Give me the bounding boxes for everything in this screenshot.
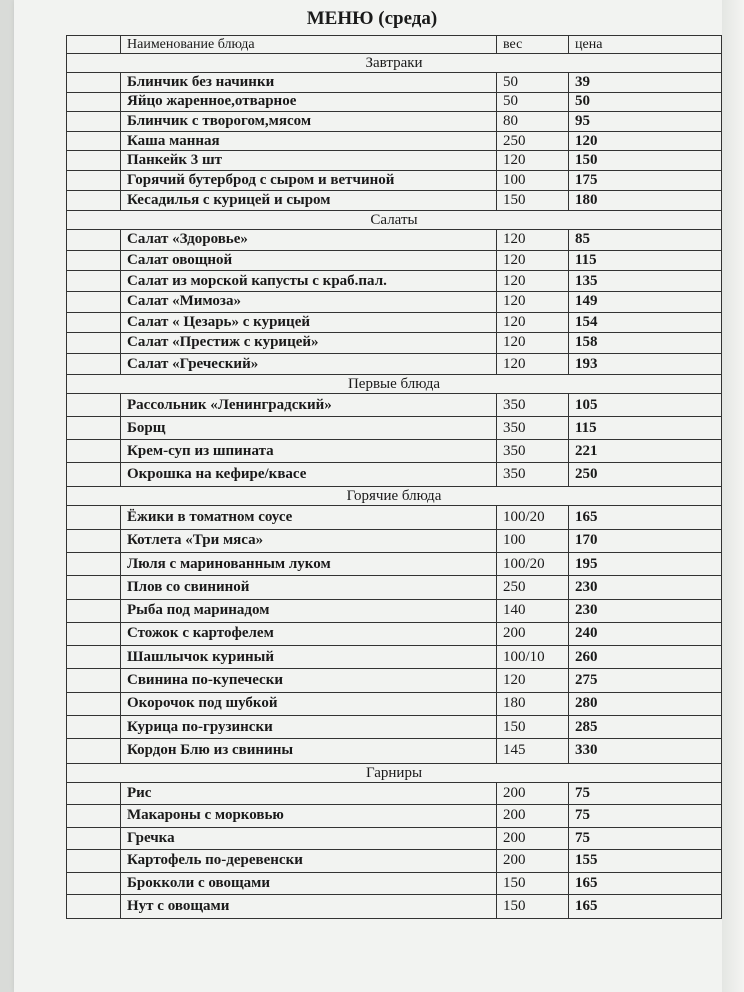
table-header [66, 36, 722, 54]
section-title-text: Первые блюда [347, 376, 441, 393]
dish-price: 195 [575, 555, 598, 572]
dish-name: Салат из морской капусты с краб.пал. [121, 271, 497, 291]
table-row [67, 333, 721, 354]
dish-price: 85 [575, 231, 590, 248]
row-blank-cell [67, 93, 121, 112]
dish-name: Кордон Блю из свинины [121, 739, 497, 762]
dish-price: 275 [575, 672, 598, 689]
section-items [66, 73, 722, 211]
dish-weight: 150 [497, 873, 569, 895]
table-row [67, 313, 721, 334]
row-blank-cell [67, 354, 121, 375]
dish-price: 154 [575, 313, 598, 330]
row-blank-cell [67, 850, 121, 872]
dish-weight: 200 [497, 805, 569, 827]
row-blank-cell [67, 230, 121, 250]
dish-price: 120 [575, 132, 598, 149]
dish-price: 221 [575, 442, 598, 459]
table-row [67, 463, 721, 486]
table-row [67, 230, 721, 251]
dish-name: Курица по-грузински [121, 716, 497, 738]
dish-name: Блинчик с творогом,мясом [121, 112, 497, 131]
dish-weight: 350 [497, 394, 569, 416]
dish-price: 170 [575, 532, 598, 549]
row-blank-cell [67, 805, 121, 827]
dish-name: Окрошка на кефире/квасе [121, 463, 497, 486]
dish-name: Гречка [121, 828, 497, 850]
section-title-text: Завтраки [365, 55, 423, 71]
dish-price: 75 [575, 807, 590, 824]
row-blank-cell [67, 151, 121, 170]
dish-price: 155 [575, 852, 598, 869]
table-row [67, 394, 721, 417]
dish-weight: 100 [497, 530, 569, 552]
dish-price: 285 [575, 718, 598, 735]
dish-price: 158 [575, 334, 598, 351]
row-blank-cell [67, 313, 121, 333]
section-items [66, 783, 722, 919]
row-blank-cell [67, 417, 121, 439]
dish-name: Рассольник «Ленинградский» [121, 394, 497, 416]
dish-weight: 150 [497, 895, 569, 918]
table-row [67, 132, 721, 152]
dish-name: Люля с маринованным луком [121, 553, 497, 575]
table-row [67, 112, 721, 132]
row-blank-cell [67, 783, 121, 805]
dish-weight: 200 [497, 828, 569, 850]
dish-name: Шашлычок куриный [121, 646, 497, 668]
table-row [67, 171, 721, 191]
dish-price: 135 [575, 272, 598, 289]
dish-price: 149 [575, 293, 598, 310]
row-blank-cell [67, 171, 121, 190]
dish-price: 260 [575, 648, 598, 665]
row-blank-cell [67, 828, 121, 850]
dish-weight: 50 [497, 93, 569, 112]
table-row [67, 292, 721, 313]
table-row [67, 873, 721, 896]
dish-name: Свинина по-купечески [121, 669, 497, 691]
row-blank-cell [67, 553, 121, 575]
dish-price: 115 [575, 252, 597, 269]
section-title [66, 211, 722, 230]
dish-weight: 200 [497, 783, 569, 805]
dish-weight: 250 [497, 132, 569, 151]
dish-name: Рис [121, 783, 497, 805]
row-blank-cell [67, 600, 121, 622]
dish-price: 75 [575, 784, 590, 801]
table-row [67, 739, 721, 762]
sheet-edge [722, 0, 744, 992]
dish-price: 230 [575, 602, 598, 619]
header-weight: вес [497, 36, 569, 53]
dish-name: Салат «Престиж с курицей» [121, 333, 497, 353]
table-row [67, 553, 721, 576]
dish-price: 165 [575, 874, 598, 891]
dish-name: Салат «Здоровье» [121, 230, 497, 250]
table-row [67, 576, 721, 599]
row-blank-cell [67, 669, 121, 691]
row-blank-cell [67, 112, 121, 131]
table-row [67, 271, 721, 292]
dish-price: 230 [575, 578, 598, 595]
dish-name: Крем-суп из шпината [121, 440, 497, 462]
menu-table [66, 35, 722, 919]
dish-name: Салат овощной [121, 251, 497, 271]
row-blank-cell [67, 716, 121, 738]
dish-weight: 150 [497, 716, 569, 738]
dish-price: 95 [575, 112, 590, 129]
row-blank-cell [67, 73, 121, 92]
dish-name: Картофель по-деревенски [121, 850, 497, 872]
dish-name: Салат «Мимоза» [121, 292, 497, 312]
table-row [67, 805, 721, 828]
dish-name: Панкейк 3 шт [121, 151, 497, 170]
dish-name: Кесадилья с курицей и сыром [121, 191, 497, 211]
row-blank-cell [67, 895, 121, 918]
table-row [67, 646, 721, 669]
row-blank-cell [67, 646, 121, 668]
dish-name: Макароны с морковью [121, 805, 497, 827]
dish-name: Салат « Цезарь» с курицей [121, 313, 497, 333]
table-row [67, 623, 721, 646]
dish-weight: 120 [497, 251, 569, 271]
section-title-text: Горячие блюда [346, 488, 442, 505]
dish-weight: 120 [497, 313, 569, 333]
table-row [67, 440, 721, 463]
section-items [66, 506, 722, 763]
dish-price: 150 [575, 152, 598, 169]
table-row [67, 73, 721, 93]
dish-name: Окорочок под шубкой [121, 693, 497, 715]
row-blank-cell [67, 463, 121, 486]
dish-name: Блинчик без начинки [121, 73, 497, 92]
dish-weight: 50 [497, 73, 569, 92]
dish-weight: 80 [497, 112, 569, 131]
dish-weight: 120 [497, 333, 569, 353]
row-blank-cell [67, 271, 121, 291]
row-blank-cell [67, 191, 121, 211]
row-blank-cell [67, 251, 121, 271]
table-row [67, 530, 721, 553]
dish-name: Котлета «Три мяса» [121, 530, 497, 552]
dish-name: Горячий бутерброд с сыром и ветчиной [121, 171, 497, 190]
dish-name: Брокколи с овощами [121, 873, 497, 895]
dish-weight: 100/20 [497, 553, 569, 575]
dish-name: Нут с овощами [121, 895, 497, 918]
row-blank-cell [67, 292, 121, 312]
section-title-text: Гарниры [365, 764, 423, 781]
table-row [67, 354, 721, 375]
dish-name: Рыба под маринадом [121, 600, 497, 622]
header-name: Наименование блюда [121, 36, 497, 53]
table-row [67, 506, 721, 529]
dish-weight: 150 [497, 191, 569, 211]
row-blank-cell [67, 530, 121, 552]
table-row [67, 783, 721, 806]
row-blank-cell [67, 132, 121, 151]
row-blank-cell [67, 693, 121, 715]
dish-name: Стожок с картофелем [121, 623, 497, 645]
dish-weight: 100 [497, 171, 569, 190]
dish-price: 75 [575, 829, 590, 846]
dish-price: 280 [575, 695, 598, 712]
dish-name: Борщ [121, 417, 497, 439]
table-row [67, 93, 721, 113]
dish-weight: 145 [497, 739, 569, 762]
row-blank-cell [67, 623, 121, 645]
dish-weight: 140 [497, 600, 569, 622]
page-title: МЕНЮ (среда) [306, 8, 438, 29]
dish-weight: 120 [497, 292, 569, 312]
dish-price: 50 [575, 93, 590, 110]
dish-price: 105 [575, 396, 598, 413]
row-blank-cell [67, 576, 121, 598]
table-row [67, 600, 721, 623]
dish-price: 250 [575, 466, 598, 483]
table-row [67, 693, 721, 716]
dish-name: Яйцо жаренное,отварное [121, 93, 497, 112]
header-blank-cell [67, 36, 121, 53]
table-row [67, 669, 721, 692]
section-title [66, 764, 722, 783]
dish-price: 180 [575, 191, 598, 208]
dish-weight: 200 [497, 623, 569, 645]
dish-weight: 100/20 [497, 506, 569, 528]
row-blank-cell [67, 394, 121, 416]
dish-weight: 120 [497, 271, 569, 291]
dish-price: 193 [575, 355, 598, 372]
row-blank-cell [67, 506, 121, 528]
section-title [66, 54, 722, 73]
section-title [66, 375, 722, 394]
dish-price: 39 [575, 73, 590, 90]
section-items [66, 394, 722, 487]
dish-weight: 100/10 [497, 646, 569, 668]
dish-name: Каша манная [121, 132, 497, 151]
table-row [67, 895, 721, 918]
row-blank-cell [67, 440, 121, 462]
dish-weight: 200 [497, 850, 569, 872]
table-row [67, 828, 721, 851]
header-price: цена [575, 36, 603, 52]
row-blank-cell [67, 873, 121, 895]
dish-weight: 120 [497, 151, 569, 170]
dish-price: 115 [575, 419, 597, 436]
row-blank-cell [67, 739, 121, 762]
dish-price: 175 [575, 171, 598, 188]
table-row [67, 850, 721, 873]
table-row [67, 191, 721, 211]
section-title [66, 487, 722, 506]
dish-price: 165 [575, 897, 598, 914]
table-row [67, 716, 721, 739]
dish-name: Плов со свининой [121, 576, 497, 598]
dish-weight: 180 [497, 693, 569, 715]
section-items [66, 230, 722, 375]
table-row [67, 151, 721, 171]
dish-weight: 120 [497, 354, 569, 375]
dish-name: Салат «Греческий» [121, 354, 497, 375]
table-row [67, 251, 721, 272]
dish-name: Ёжики в томатном соусе [121, 506, 497, 528]
dish-weight: 250 [497, 576, 569, 598]
section-title-text: Салаты [370, 212, 418, 229]
dish-price: 240 [575, 625, 598, 642]
dish-weight: 350 [497, 440, 569, 462]
dish-price: 165 [575, 508, 598, 525]
dish-weight: 350 [497, 417, 569, 439]
dish-weight: 120 [497, 669, 569, 691]
row-blank-cell [67, 333, 121, 353]
dish-weight: 120 [497, 230, 569, 250]
dish-weight: 350 [497, 463, 569, 486]
table-row [67, 417, 721, 440]
dish-price: 330 [575, 742, 598, 759]
